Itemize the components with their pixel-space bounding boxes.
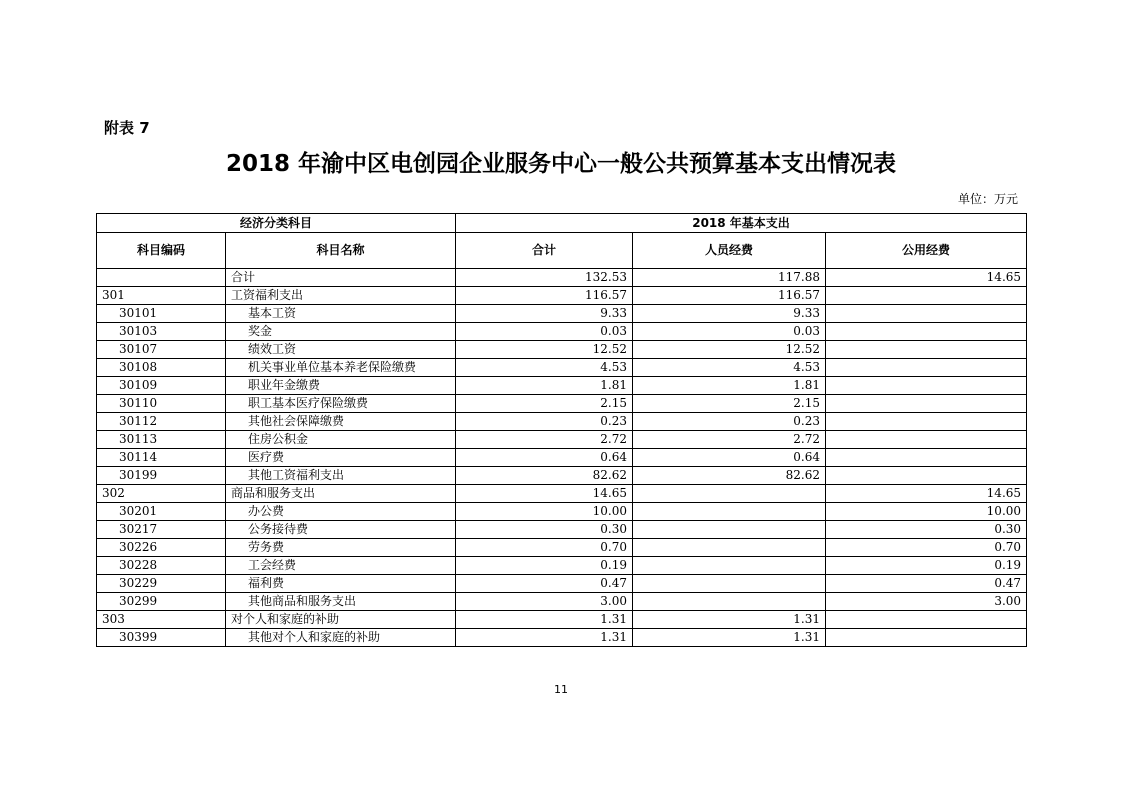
cell-personnel: 117.88 — [633, 269, 826, 287]
cell-personnel — [633, 539, 826, 557]
cell-public: 14.65 — [826, 485, 1027, 503]
table-group-header-row — [97, 214, 1027, 233]
table-row — [97, 287, 1027, 305]
cell-personnel: 4.53 — [633, 359, 826, 377]
cell-public — [826, 449, 1027, 467]
column-header-personnel: 人员经费 — [633, 233, 826, 269]
cell-public — [826, 467, 1027, 485]
cell-total: 1.81 — [456, 377, 633, 395]
cell-total: 4.53 — [456, 359, 633, 377]
cell-code: 30226 — [97, 539, 226, 557]
cell-code: 303 — [97, 611, 226, 629]
table-row — [97, 269, 1027, 287]
page-title: 2018 年渝中区电创园企业服务中心一般公共预算基本支出情况表 — [225, 151, 897, 177]
page-number: 11 — [554, 683, 568, 696]
table-row — [97, 611, 1027, 629]
cell-personnel: 1.31 — [633, 611, 826, 629]
cell-total: 12.52 — [456, 341, 633, 359]
cell-code: 30199 — [97, 467, 226, 485]
cell-name: 福利费 — [226, 575, 456, 593]
table-row — [97, 557, 1027, 575]
cell-name: 其他商品和服务支出 — [226, 593, 456, 611]
cell-name: 医疗费 — [226, 449, 456, 467]
cell-public — [826, 629, 1027, 647]
cell-code: 30107 — [97, 341, 226, 359]
cell-public — [826, 413, 1027, 431]
cell-public — [826, 611, 1027, 629]
cell-name: 合计 — [226, 269, 456, 287]
table-row — [97, 503, 1027, 521]
cell-name: 基本工资 — [226, 305, 456, 323]
cell-public — [826, 323, 1027, 341]
group-header-basic-expenditure: 2018 年基本支出 — [456, 214, 1027, 233]
cell-personnel — [633, 521, 826, 539]
table-row — [97, 359, 1027, 377]
table-column-header-row — [97, 233, 1027, 269]
cell-total: 2.72 — [456, 431, 633, 449]
column-header-name: 科目名称 — [226, 233, 456, 269]
cell-code: 30299 — [97, 593, 226, 611]
cell-total: 132.53 — [456, 269, 633, 287]
cell-personnel — [633, 485, 826, 503]
cell-total: 0.03 — [456, 323, 633, 341]
cell-total: 2.15 — [456, 395, 633, 413]
cell-name: 其他对个人和家庭的补助 — [226, 629, 456, 647]
table-body — [97, 269, 1027, 647]
cell-total: 116.57 — [456, 287, 633, 305]
cell-name: 其他工资福利支出 — [226, 467, 456, 485]
cell-personnel — [633, 593, 826, 611]
cell-code: 30109 — [97, 377, 226, 395]
cell-public: 0.19 — [826, 557, 1027, 575]
cell-public — [826, 341, 1027, 359]
cell-public: 0.47 — [826, 575, 1027, 593]
cell-personnel — [633, 557, 826, 575]
unit-label: 单位：万元 — [957, 192, 1018, 206]
cell-personnel: 116.57 — [633, 287, 826, 305]
column-header-total: 合计 — [456, 233, 633, 269]
cell-name: 工会经费 — [226, 557, 456, 575]
cell-code: 30112 — [97, 413, 226, 431]
cell-code: 30114 — [97, 449, 226, 467]
cell-public — [826, 287, 1027, 305]
cell-personnel: 0.03 — [633, 323, 826, 341]
attachment-label: 附表 7 — [104, 119, 150, 137]
cell-name: 职工基本医疗保险缴费 — [226, 395, 456, 413]
cell-total: 1.31 — [456, 611, 633, 629]
cell-total: 82.62 — [456, 467, 633, 485]
table-row — [97, 413, 1027, 431]
cell-code: 30399 — [97, 629, 226, 647]
table-row — [97, 395, 1027, 413]
cell-total: 0.70 — [456, 539, 633, 557]
cell-total: 0.19 — [456, 557, 633, 575]
cell-total: 9.33 — [456, 305, 633, 323]
cell-code: 30103 — [97, 323, 226, 341]
column-header-public: 公用经费 — [826, 233, 1027, 269]
cell-code: 30108 — [97, 359, 226, 377]
cell-personnel — [633, 575, 826, 593]
cell-code: 30101 — [97, 305, 226, 323]
cell-public: 0.70 — [826, 539, 1027, 557]
cell-total: 0.47 — [456, 575, 633, 593]
table-row — [97, 539, 1027, 557]
cell-public: 14.65 — [826, 269, 1027, 287]
cell-personnel: 2.72 — [633, 431, 826, 449]
cell-name: 其他社会保障缴费 — [226, 413, 456, 431]
cell-code: 30201 — [97, 503, 226, 521]
table-row — [97, 521, 1027, 539]
cell-code: 30228 — [97, 557, 226, 575]
table-row — [97, 431, 1027, 449]
cell-public — [826, 359, 1027, 377]
cell-personnel: 82.62 — [633, 467, 826, 485]
cell-public — [826, 377, 1027, 395]
cell-total: 1.31 — [456, 629, 633, 647]
cell-code: 30217 — [97, 521, 226, 539]
cell-code: 30113 — [97, 431, 226, 449]
cell-name: 劳务费 — [226, 539, 456, 557]
cell-public — [826, 305, 1027, 323]
cell-name: 机关事业单位基本养老保险缴费 — [226, 359, 456, 377]
cell-public: 0.30 — [826, 521, 1027, 539]
cell-public: 3.00 — [826, 593, 1027, 611]
cell-total: 0.23 — [456, 413, 633, 431]
cell-name: 职业年金缴费 — [226, 377, 456, 395]
group-header-economic-classification: 经济分类科目 — [97, 214, 456, 233]
cell-personnel: 0.23 — [633, 413, 826, 431]
cell-personnel: 12.52 — [633, 341, 826, 359]
budget-table — [96, 213, 1027, 647]
cell-code: 301 — [97, 287, 226, 305]
cell-name: 办公费 — [226, 503, 456, 521]
cell-personnel: 2.15 — [633, 395, 826, 413]
cell-name: 奖金 — [226, 323, 456, 341]
cell-public: 10.00 — [826, 503, 1027, 521]
cell-total: 10.00 — [456, 503, 633, 521]
cell-name: 公务接待费 — [226, 521, 456, 539]
table-row — [97, 575, 1027, 593]
cell-code: 302 — [97, 485, 226, 503]
column-header-code: 科目编码 — [97, 233, 226, 269]
cell-code: 30110 — [97, 395, 226, 413]
table-row — [97, 305, 1027, 323]
table-row — [97, 629, 1027, 647]
cell-name: 工资福利支出 — [226, 287, 456, 305]
cell-code — [97, 269, 226, 287]
table-row — [97, 341, 1027, 359]
cell-name: 商品和服务支出 — [226, 485, 456, 503]
cell-code: 30229 — [97, 575, 226, 593]
cell-personnel: 0.64 — [633, 449, 826, 467]
cell-personnel — [633, 503, 826, 521]
cell-total: 14.65 — [456, 485, 633, 503]
cell-personnel: 1.81 — [633, 377, 826, 395]
cell-total: 3.00 — [456, 593, 633, 611]
table-row — [97, 485, 1027, 503]
cell-total: 0.64 — [456, 449, 633, 467]
table-row — [97, 323, 1027, 341]
table-row — [97, 377, 1027, 395]
table-row — [97, 593, 1027, 611]
cell-total: 0.30 — [456, 521, 633, 539]
cell-public — [826, 395, 1027, 413]
table-row — [97, 449, 1027, 467]
cell-personnel: 1.31 — [633, 629, 826, 647]
table-row — [97, 467, 1027, 485]
cell-name: 住房公积金 — [226, 431, 456, 449]
cell-name: 绩效工资 — [226, 341, 456, 359]
cell-name: 对个人和家庭的补助 — [226, 611, 456, 629]
cell-personnel: 9.33 — [633, 305, 826, 323]
cell-public — [826, 431, 1027, 449]
